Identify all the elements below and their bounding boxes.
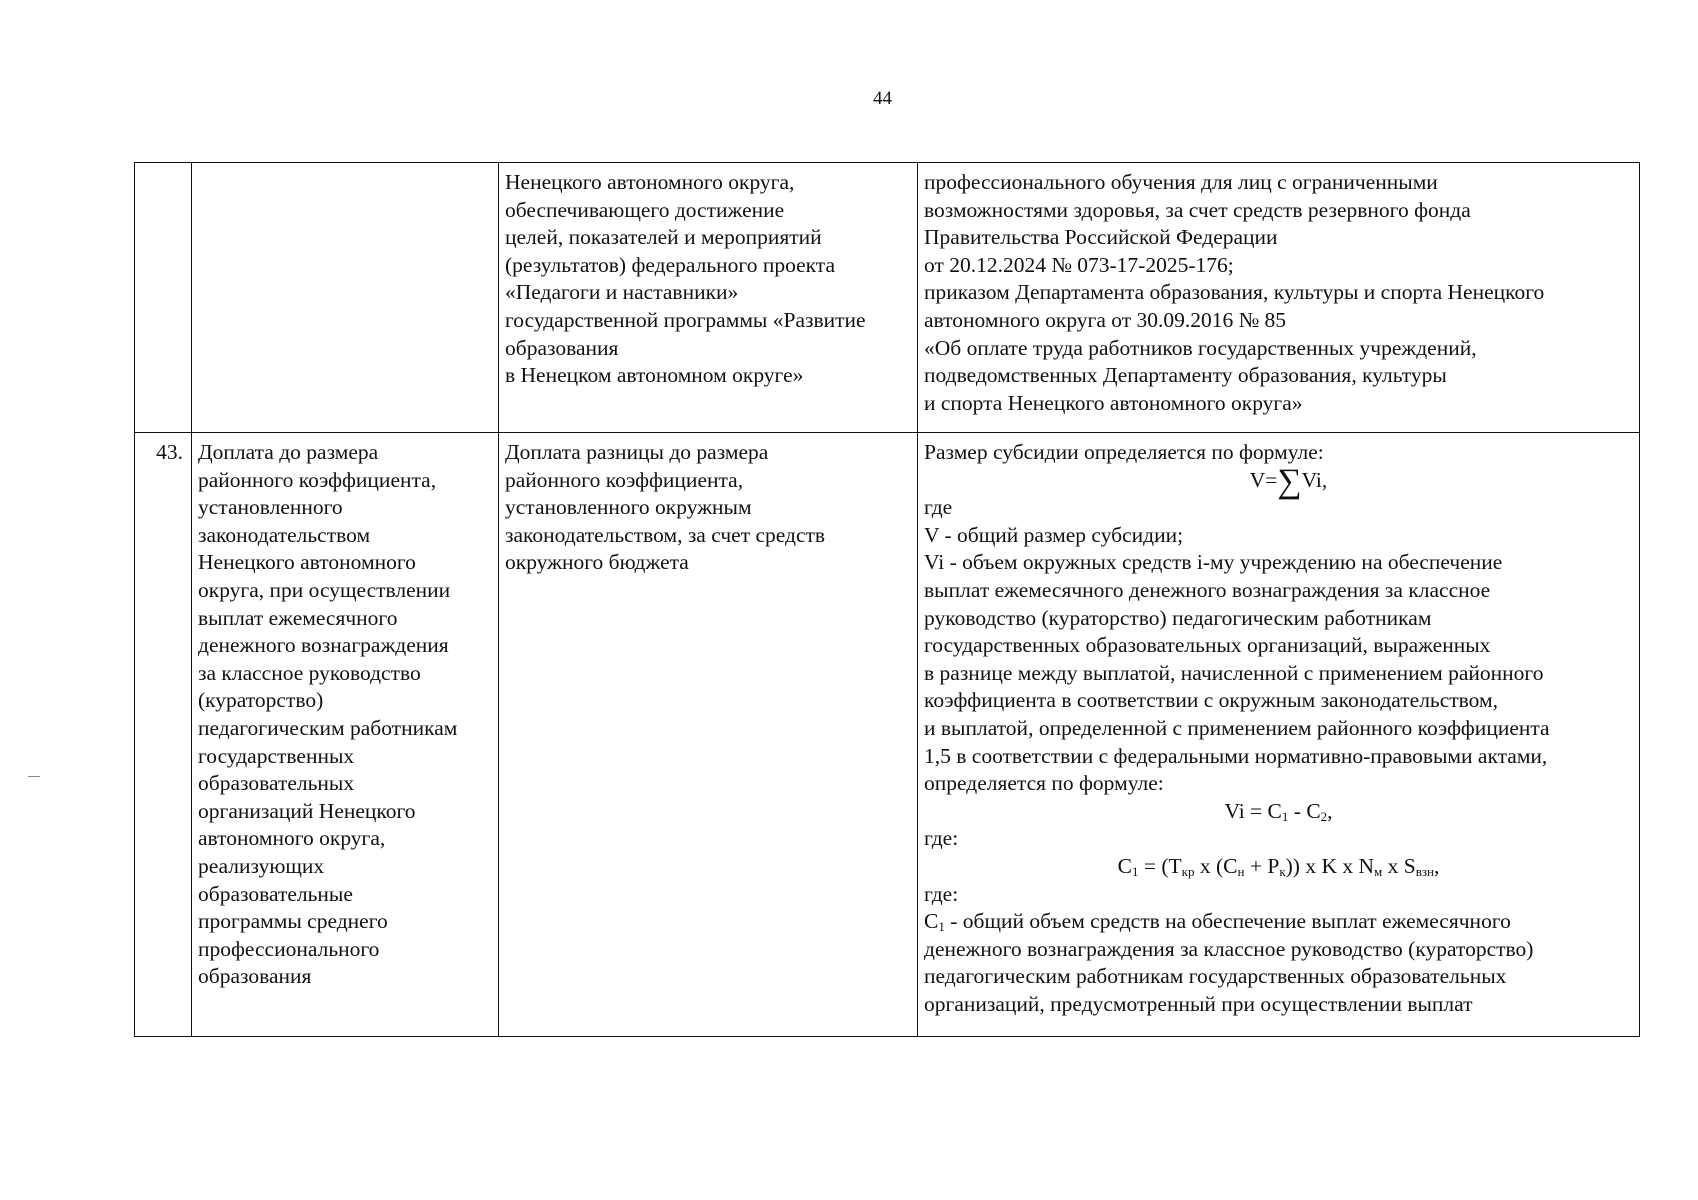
text-line: Доплата разницы до размера: [505, 440, 769, 464]
text-line: коэффициента в соответствии с окружным законодательством,: [924, 688, 1499, 713]
text-line: законодательством, за счет средств: [505, 522, 826, 547]
formula-part: - C: [1288, 798, 1321, 823]
basis-cell: [918, 433, 1640, 1037]
text-line: Vi - объем окружных средств i-му учреждению на обеспечение: [924, 550, 1503, 575]
formula-part: ,: [1433, 853, 1440, 878]
table-row: [135, 433, 1640, 1037]
text-line: программы среднего: [198, 909, 388, 934]
text-line: профессионального: [198, 936, 380, 961]
text-line: Размер субсидии определяется по формуле:: [924, 440, 1324, 464]
text-line: и выплатой, определенной с применением районного коэффициента: [924, 715, 1550, 740]
text-line: районного коэффициента,: [198, 467, 437, 492]
text-line: определяется по формуле:: [924, 771, 1164, 796]
text-line: (результатов) федерального проекта: [505, 252, 835, 277]
text-line: Доплата до размера: [198, 440, 379, 464]
text-part: - общий объем средств на обеспечение выплат ежемесячного: [944, 909, 1511, 934]
formula-part: C: [1117, 853, 1132, 878]
text-line: возможностями здоровья, за счет средств резервного фонда: [924, 197, 1471, 222]
text-line: Ненецкого автономного: [198, 550, 416, 575]
row-number-cell: 43.: [135, 433, 192, 1037]
formula-subscript: н: [1237, 863, 1245, 879]
formula-c1: [924, 853, 1633, 881]
text-line: и спорта Ненецкого автономного округа»: [924, 390, 1303, 415]
text-line: руководство (кураторство) педагогическим работникам: [924, 605, 1432, 630]
name-cell: [192, 163, 499, 433]
formula-subscript: 1: [1281, 808, 1289, 824]
text-line: педагогическим работникам: [198, 715, 458, 740]
text-line: V - общий размер субсидии;: [924, 522, 1184, 547]
text-line: целей, показателей и мероприятий: [505, 225, 822, 250]
text-line: где:: [924, 826, 959, 851]
text-line: образования: [505, 335, 619, 360]
formula-part: V=: [1249, 467, 1278, 492]
name-cell: [192, 433, 499, 1037]
text-line: в Ненецком автономном округе»: [505, 363, 804, 388]
text-line: [924, 908, 1633, 936]
formula-part: Vi = C: [1224, 798, 1282, 823]
text-line: (кураторство): [198, 688, 324, 713]
text-line: где:: [924, 881, 959, 906]
text-line: реализующих: [198, 853, 325, 878]
text-line: «Об оплате труда работников государственных учреждений,: [924, 335, 1477, 360]
formula-part: + P: [1244, 853, 1280, 878]
formula-part: ,: [1327, 798, 1333, 823]
text-line: законодательством: [198, 522, 371, 547]
text-line: «Педагоги и наставники»: [505, 280, 739, 305]
text-line: подведомственных Департаменту образования, культуры: [924, 363, 1447, 388]
formula-subscript: 1: [938, 919, 945, 935]
purpose-cell: [499, 433, 918, 1037]
text-line: организаций, предусмотренный при осуществлении выплат: [924, 991, 1473, 1016]
formula-part: )) x K x N: [1285, 853, 1375, 878]
text-line: 1,5 в соответствии с федеральными нормативно-правовыми актами,: [924, 743, 1548, 768]
formula-subscript: кр: [1181, 863, 1195, 879]
document-table: [134, 162, 1640, 1037]
text-line: автономного округа от 30.09.2016 № 85: [924, 307, 1287, 332]
scan-mark: [28, 776, 40, 777]
text-line: государственных: [198, 743, 355, 768]
text-line: окружного бюджета: [505, 550, 689, 575]
text-line: установленного окружным: [505, 495, 752, 520]
text-line: денежного вознаграждения: [198, 633, 449, 658]
table-row: [135, 163, 1640, 433]
formula-total: [924, 462, 1633, 500]
text-line: районного коэффициента,: [505, 467, 744, 492]
text-line: образовательных: [198, 771, 355, 796]
row-number-cell: [135, 163, 192, 433]
text-line: за классное руководство: [198, 660, 421, 685]
formula-subscript: взн: [1415, 863, 1434, 879]
text-line: установленного: [198, 495, 343, 520]
formula-subscript: 1: [1132, 863, 1139, 879]
formula-part: = (T: [1138, 853, 1182, 878]
formula-subscript: м: [1374, 863, 1383, 879]
text-line: образования: [198, 964, 312, 989]
text-line: в разнице между выплатой, начисленной с применением районного: [924, 660, 1544, 685]
formula-subscript: к: [1279, 863, 1286, 879]
text-line: организаций Ненецкого: [198, 798, 416, 823]
text-line: государственных образовательных организаций, выраженных: [924, 633, 1491, 658]
text-line: выплат ежемесячного денежного вознаграждения за классное: [924, 577, 1491, 602]
text-line: образовательные: [198, 881, 353, 906]
purpose-cell: [499, 163, 918, 433]
text-line: Правительства Российской Федерации: [924, 225, 1278, 250]
text-line: от 20.12.2024 № 073-17-2025-176;: [924, 252, 1234, 277]
formula-part: x (C: [1194, 853, 1238, 878]
text-line: государственной программы «Развитие: [505, 307, 866, 332]
basis-cell: [918, 163, 1640, 433]
text-line: профессионального обучения для лиц с ограниченными: [924, 170, 1438, 194]
text-line: автономного округа,: [198, 826, 386, 851]
formula-part: C: [924, 909, 939, 934]
sum-sign: ∑: [1277, 462, 1302, 500]
text-line: педагогическим работникам государственных образовательных: [924, 964, 1507, 989]
formula-subscript: 2: [1320, 808, 1328, 824]
text-line: где: [924, 495, 953, 520]
text-line: приказом Департамента образования, культуры и спорта Ненецкого: [924, 280, 1545, 305]
page-number: 44: [873, 88, 892, 109]
text-line: денежного вознаграждения за классное руководство (кураторство): [924, 936, 1534, 961]
formula-vi: [924, 798, 1633, 826]
text-line: обеспечивающего достижение: [505, 197, 785, 222]
formula-part: x S: [1382, 853, 1416, 878]
text-line: выплат ежемесячного: [198, 605, 398, 630]
text-line: округа, при осуществлении: [198, 577, 451, 602]
formula-part: Vi,: [1301, 467, 1328, 492]
text-line: Ненецкого автономного округа,: [505, 170, 795, 194]
